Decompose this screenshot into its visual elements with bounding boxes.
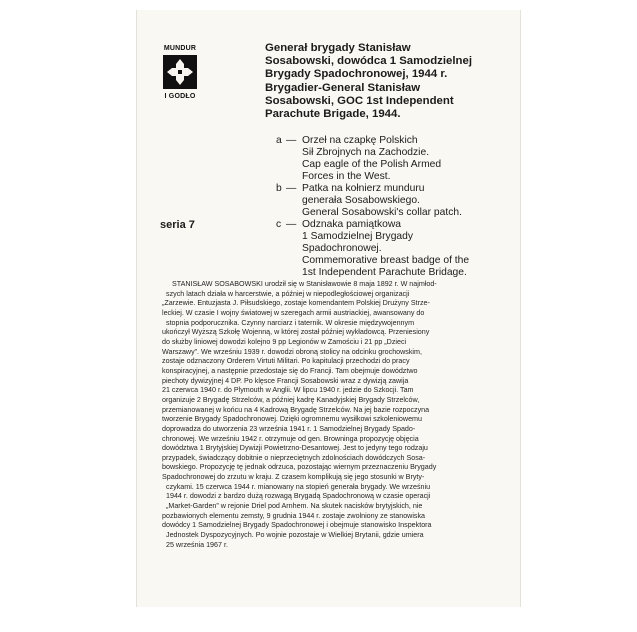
bio-line: piechoty dywizyjnej 4 DP. Po klęsce Francji Sosabowski wraz z dywizją zawija [162,376,409,385]
item-dash: — [286,183,297,194]
item-a [276,135,516,183]
heading-en-line: Brygadier-General Stanisław [265,82,421,94]
item-line: Sił Zbrojnych na Zachodzie. [302,147,430,158]
bio-line: szych latach działa w harcerstwie, a później w niepodległościowej organizacji [166,289,410,298]
item-line: Spadochronowej. [302,243,382,254]
logo-top-text: MUNDUR [163,45,197,52]
item-line: 1st Independent Parachute Bridage. [302,267,467,278]
bio-line: 1944 r. dowodzi z bardzo dużą rozwagą Brygadą Spadochronową w czasie operacji [166,492,431,501]
bio-line: zostaje odznaczony Orderem Virtuti Militari. Po kapitulacji przechodzi do pracy [162,357,410,366]
item-line: General Sosabowski's collar patch. [302,207,462,218]
series-label: seria 7 [160,219,195,231]
item-letter: a [276,135,282,146]
item-line: Orzeł na czapkę Polskich [302,135,418,146]
bio-line: stopnia podporucznika. Czynny narciarz i taternik. W okresie międzywojennym [166,318,415,327]
bio-line: STANISŁAW SOSABOWSKI urodził się w Stanisławowie 8 maja 1892 r. W najmłod- [172,280,437,288]
item-line: 1 Samodzielnej Brygady [302,231,414,242]
bio-line: bowskiego. Propozycję tę jednak odrzuca, pozostając wiernym przeznaczeniu Brygady [162,463,437,472]
bio-line: pozbawionych elementu zemsty, 9 grudnia 1944 r. zostaje zwolniony ze stanowiska [162,511,426,520]
item-line: Forces in the West. [302,171,391,182]
item-dash: — [286,135,297,146]
bio-line: 21 czerwca 1940 r. do Plymouth w Anglii. W lipcu 1940 r. jedzie do Szkocji. Tam [162,386,414,395]
heading-pl-line: Brygady Spadochronowej, 1944 r. [265,68,448,80]
bio-line: „Zarzewie. Entuzjasta J. Piłsudskiego, zostaje komendantem Polskiej Drużyny Strze- [162,299,430,308]
bio-line: „Market-Garden” w rejonie Driel pod Arnhem. Na skutek nacisków brytyjskich, nie [166,502,423,511]
card-heading [265,42,515,121]
item-line: Patka na kołnierz munduru [302,183,425,194]
heading-en-line: Parachute Brigade, 1944. [265,108,401,120]
item-c [276,219,516,279]
bio-line: ukończył Wyższą Szkołę Wojenną, w której został później wykładowcą. Przeniesiony [162,328,430,337]
item-b [276,183,516,219]
bio-line: czykami. 15 czerwca 1944 r. mianowany na stopień generała brygady. We wrześniu [166,482,431,491]
bio-line: leckiej. W czasie I wojny światowej w szeregach armii austriackiej, awansowany do [162,308,425,317]
item-line: Commemorative breast badge of the [302,255,470,266]
item-line: Odznaka pamiątkowa [302,219,402,230]
bio-line: Warszawy”. We wrześniu 1939 r. dowodzi obroną stolicy na odcinku grochowskim, [162,347,422,356]
insignia-items [276,135,516,279]
item-line: generała Sosabowskiego. [302,195,420,206]
item-letter: b [276,183,282,194]
bio-line: tworzenie Brygady Spadochronowej. Dzięki ogromnemu wysiłkowi szkoleniowemu [162,415,422,424]
bio-line: przypadek, świadczący dobitnie o nieprzeciętnych zdolnościach dowódczych Sosa- [162,453,426,462]
bio-line: 25 września 1967 r. [166,540,228,549]
bio-line: do służby liniowej dowodzi kolejno 9 pp Legionów w Zamościu i 21 pp „Dzieci [162,337,407,346]
logo-bottom-text: I GODŁO [164,93,196,100]
mundur-i-godlo-logo [160,44,200,101]
item-line: Cap eagle of the Polish Armed [302,159,442,170]
bio-line: przemianowanej w końcu na 4 Kadrową Brygadę Strzelców. Na jej bazie rozpoczyna [162,405,430,414]
heading-pl-line: Sosabowski, dowódca 1 Samodzielnej [265,55,472,67]
cross-icon [163,55,197,89]
bio-line: Jednostek Dyspozycyjnych. Po wojnie pozostaje w Wielkiej Brytanii, gdzie umiera [166,531,424,540]
heading-en-line: Sosabowski, GOC 1st Independent [265,95,454,107]
item-letter: c [276,219,282,230]
bio-line: dowódcy 1 Samodzielnej Brygady Spadochronowej i obejmuje stanowisko Inspektora [162,521,432,530]
heading-pl-line: Generał brygady Stanisław [265,42,411,54]
bio-line: organizuje 2 Brygadę Strzelców, a później kadrę Kanadyjskiej Brygady Strzelców, [162,395,420,404]
bio-line: doprowadza do utworzenia 23 września 1941 r. 1 Samodzielnej Brygady Spado- [162,424,416,433]
bio-line: chronowej. We wrześniu 1942 r. otrzymuje od gen. Browninga propozycję objęcia [162,434,419,443]
item-dash: — [286,219,297,230]
bio-line: Spadochronowej do zrzutu w kraju. Z czasem komplikują się jego stosunki w Bryty- [162,473,425,482]
bio-line: konspiracyjnej, a następnie przedostaje się do Francji. Tam obejmuje dowództwo [162,366,418,375]
biography-text [162,280,502,550]
bio-line: dowództwa 1 Brytyjskiej Dywizji Powietrzno-Desantowej. Jest to jedyny tego rodzaju [162,444,428,453]
